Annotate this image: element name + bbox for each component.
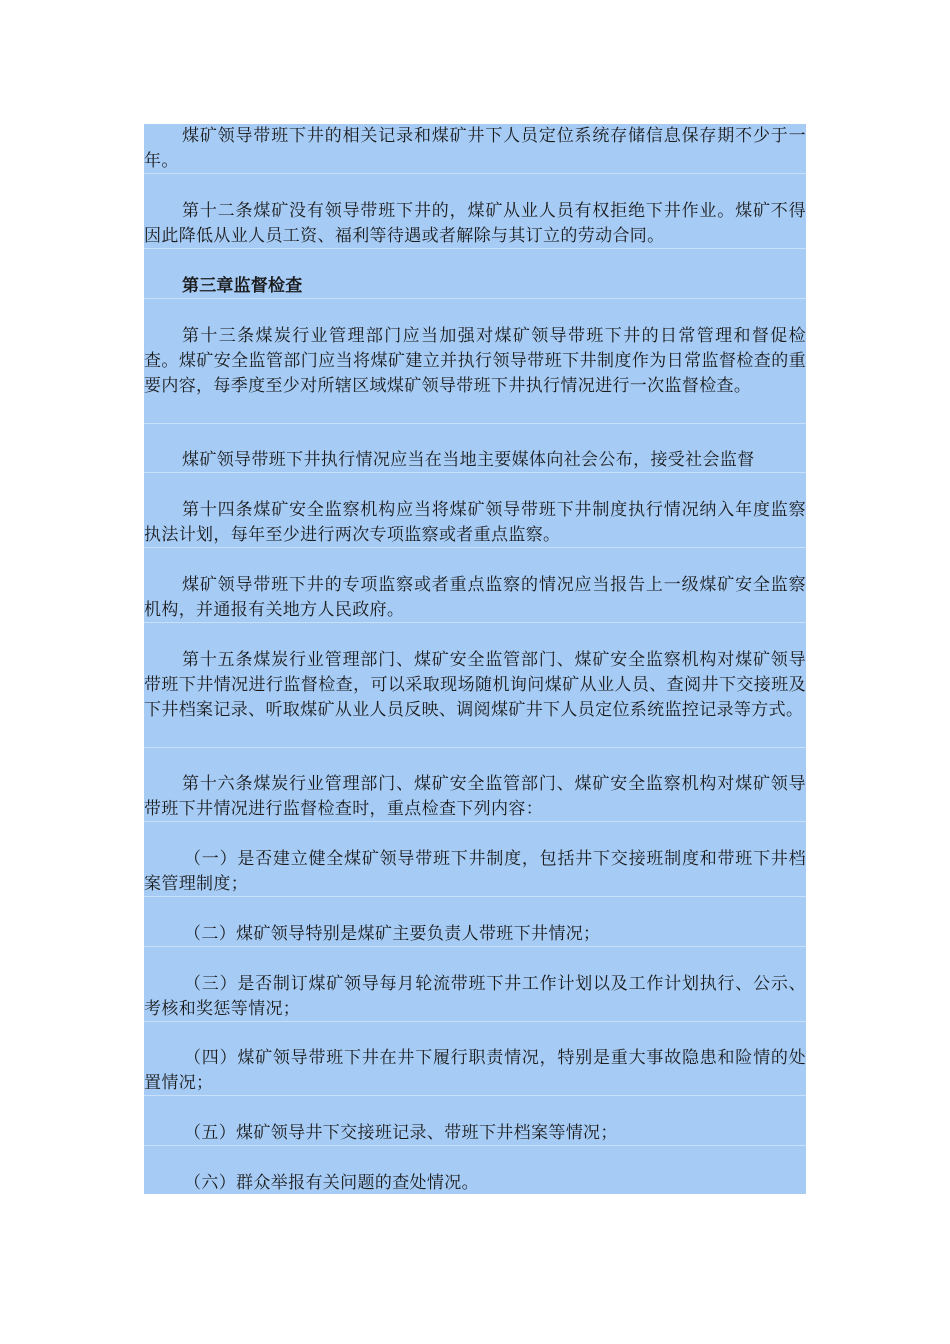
paragraph-record-retention: 煤矿领导带班下井的相关记录和煤矿井下人员定位系统存储信息保存期不少于一年。 xyxy=(144,124,806,174)
list-item-4: （四）煤矿领导带班下井在井下履行职责情况，特别是重大事故隐患和险情的处置情况； xyxy=(144,1046,806,1096)
list-item-5: （五）煤矿领导井下交接班记录、带班下井档案等情况； xyxy=(144,1121,806,1146)
paragraph-article-16: 第十六条煤炭行业管理部门、煤矿安全监管部门、煤矿安全监察机构对煤矿领导带班下井情况进行监督检查时，重点检查下列内容： xyxy=(144,772,806,822)
paragraph-article-12: 第十二条煤矿没有领导带班下井的，煤矿从业人员有权拒绝下井作业。煤矿不得因此降低从业人员工资、福利等待遇或者解除与其订立的劳动合同。 xyxy=(144,199,806,249)
paragraph-public-disclosure: 煤矿领导带班下井执行情况应当在当地主要媒体向社会公布，接受社会监督 xyxy=(144,448,806,473)
list-item-2: （二）煤矿领导特别是煤矿主要负责人带班下井情况； xyxy=(144,922,806,947)
list-item-3: （三）是否制订煤矿领导每月轮流带班下井工作计划以及工作计划执行、公示、考核和奖惩等情况； xyxy=(144,972,806,1022)
highlighted-text-block xyxy=(144,124,806,1194)
chapter-heading: 第三章监督检查 xyxy=(144,274,806,299)
paragraph-article-13: 第十三条煤炭行业管理部门应当加强对煤矿领导带班下井的日常管理和督促检查。煤矿安全监管部门应当将煤矿建立并执行领导带班下井制度作为日常监督检查的重要内容，每季度至少对所辖区域煤矿领导带班下井执行情况进行一次监督检查。 xyxy=(144,324,806,424)
paragraph-article-15: 第十五条煤炭行业管理部门、煤矿安全监管部门、煤矿安全监察机构对煤矿领导带班下井情况进行监督检查，可以采取现场随机询问煤矿从业人员、查阅井下交接班及下井档案记录、听取煤矿从业人员反映、调阅煤矿井下人员定位系统监控记录等方式。 xyxy=(144,648,806,748)
paragraph-inspection-report: 煤矿领导带班下井的专项监察或者重点监察的情况应当报告上一级煤矿安全监察机构，并通报有关地方人民政府。 xyxy=(144,573,806,623)
list-item-6: （六）群众举报有关问题的查处情况。 xyxy=(184,1173,479,1193)
paragraph-article-14: 第十四条煤矿安全监察机构应当将煤矿领导带班下井制度执行情况纳入年度监察执法计划，每年至少进行两次专项监察或者重点监察。 xyxy=(144,498,806,548)
list-item-1: （一）是否建立健全煤矿领导带班下井制度，包括井下交接班制度和带班下井档案管理制度； xyxy=(144,847,806,897)
